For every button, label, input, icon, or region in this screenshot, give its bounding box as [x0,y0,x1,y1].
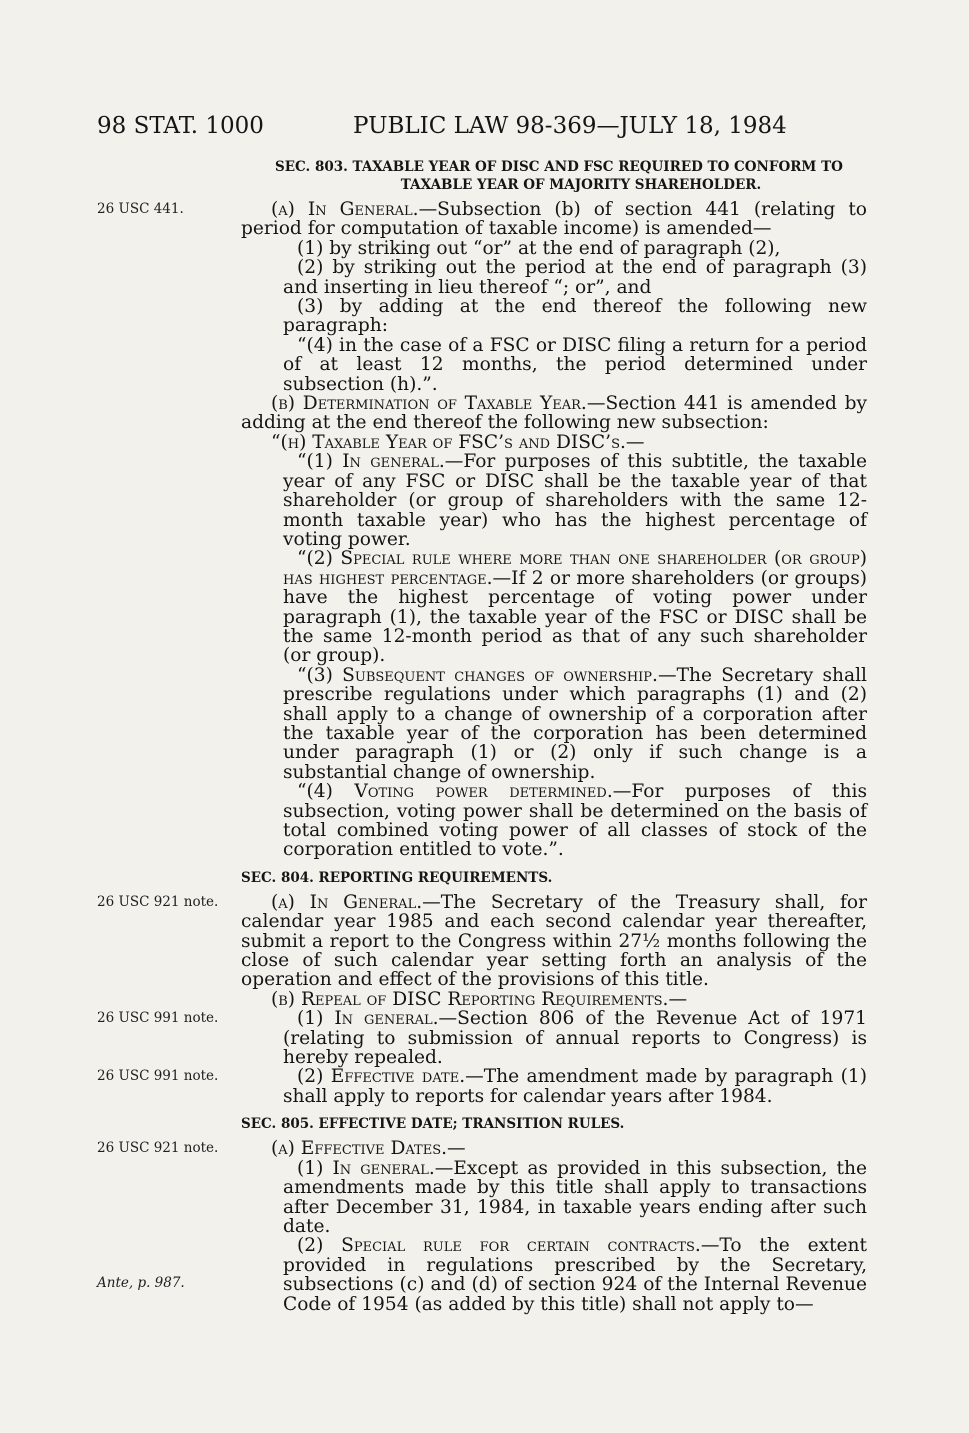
margin-note-26usc991-note-2: 26 USC 991 note. [97,1068,219,1085]
margin-note-26usc441: 26 USC 441. [97,201,184,217]
margin-note-26usc991-note: 26 USC 991 note. [97,1010,219,1027]
sec804-subsection-a: 26 USC 921 note. (a) In General.—The Secretary of the Treasury shall, for calendar year 1985 and each second calendar year thereafter, submit a report to the Congress within 27½ months following the close of such calendar year setting forth an analysis of the operation and effect of the provisions of this title. [97,891,867,991]
stat-page-number: 98 STAT. 1000 [97,113,264,139]
sec804-b1: 26 USC 991 note. (1) In general.—Section 806 of the Revenue Act of 1971 (relating to submission of annual reports to Congress) is hereby repealed. [97,1008,868,1069]
sec803-subsection-b: (b) Determination of Taxable Year.—Section 441 is amended by adding at the end thereof the following new subsection: [241,393,867,434]
sec803-a3-quote: “(4) in the case of a FSC or DISC filing a return for a period of at least 12 months, the period determined under subsection (h).”. [283,334,867,395]
sec803-h3: “(3) Subsequent changes of ownership.—The Secretary shall prescribe regulations under which paragraphs (1) and (2) shall apply to a change of ownership of a corporation after the taxable year of the corporation has been determined under paragraph (1) or (2) only if such change is a substantial change of ownership. [283,664,867,783]
sec803-h1: “(1) In general.—For purposes of this subtitle, the taxable year of any FSC or DISC shall be the taxable year of that shareholder (or group of shareholders with the same 12-month taxable year) who has the highest percentage of voting power. [283,451,867,550]
margin-note-26usc921-note-2: 26 USC 921 note. [97,1140,219,1157]
sec803-a2: (2) by striking out the period at the end of paragraph (3) and inserting in lieu thereof “; or”, and [283,257,867,298]
page-header [97,113,909,143]
section-803-heading: SEC. 803. TAXABLE YEAR OF DISC AND FSC REQUIRED TO CONFORM TO TAXABLE YEAR OF MAJORITY SHAREHOLDER. [275,159,843,193]
sec803-subsection-a: 26 USC 441. (a) In General.—Subsection (b) of section 441 (relating to period for computation of taxable income) is amended— [97,199,867,240]
sec803-a3: (3) by adding at the end thereof the following new paragraph: [283,296,867,337]
document-body [97,158,868,1315]
sec805-a2: Ante, p. 987. (2) Special rule for certain contracts.—To the extent provided in regulations prescribed by the Secretary, subsections (c) and (d) of section 924 of the Internal Revenue Code of 1954 (as added by this title) shall not apply to— [97,1235,867,1315]
sec803-h-heading: “(h) Taxable Year of FSC’s and DISC’s.— [271,431,645,453]
sec804-subsection-b: (b) Repeal of DISC Reporting Requirements.— [271,988,688,1010]
sec803-h4: “(4) Voting power determined.—For purposes of this subsection, voting power shall be determined on the basis of total combined voting power of all classes of stock of the corporation entitled to vote.”. [283,781,867,861]
sec804-b2: 26 USC 991 note. (2) Effective date.—The amendment made by paragraph (1) shall apply to reports for calendar years after 1984. [97,1066,867,1107]
public-law-title: PUBLIC LAW 98-369—JULY 18, 1984 [353,113,787,139]
margin-note-26usc921-note: 26 USC 921 note. [97,893,219,910]
sec803-h2: “(2) Special rule where more than one shareholder (or group) has highest percentage.—If 2 or more shareholders (or groups) have the highest percentage of voting power under paragraph (1), the taxable year of the FSC or DISC shall be the same 12-month period as that of any such shareholder (or group). [283,548,867,667]
section-804-heading: SEC. 804. REPORTING REQUIREMENTS. [241,869,553,886]
sec805-a1: (1) In general.—Except as provided in this subsection, the amendments made by this title shall apply to transactions after December 31, 1984, in taxable years ending after such date. [283,1157,867,1237]
section-805-heading: SEC. 805. EFFECTIVE DATE; TRANSITION RULES. [241,1116,625,1133]
margin-note-ante-p987: Ante, p. 987. [97,1275,185,1292]
sec805-subsection-a: 26 USC 921 note. (a) Effective Dates.— [97,1138,466,1160]
sec803-a1: (1) by striking out “or” at the end of paragraph (2), [297,237,781,259]
